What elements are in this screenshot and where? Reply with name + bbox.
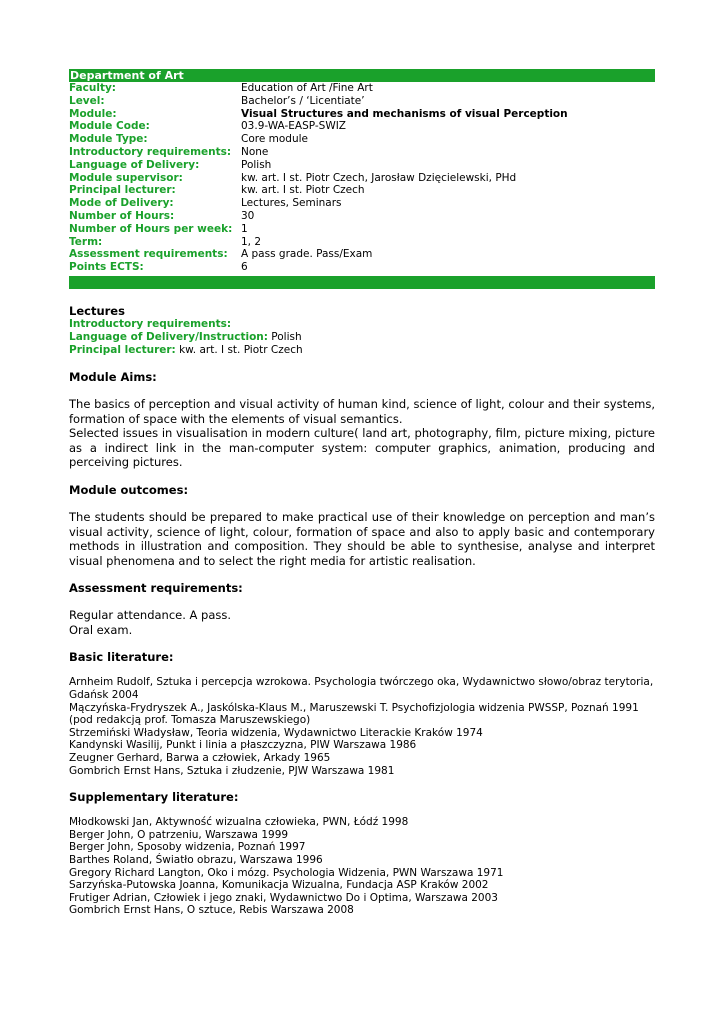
literature-item: Młodkowski Jan, Aktywność wizualna człowieka, PWN, Łódź 1998 [69, 816, 409, 829]
info-value: Visual Structures and mechanisms of visual Perception [241, 107, 568, 120]
literature-item: Sarzyńska-Putowska Joanna, Komunikacja Wizualna, Fundacja ASP Kraków 2002 [69, 879, 489, 892]
info-row [69, 248, 655, 261]
literature-item: Strzemiński Władysław, Teoria widzenia, Wydawnictwo Literackie Kraków 1974 [69, 726, 483, 739]
basic-literature-list [69, 676, 655, 777]
info-row [69, 197, 655, 210]
table-footer-bar [69, 276, 655, 289]
literature-item: Arnheim Rudolf, Sztuka i percepcja wzrokowa. Psychologia twórczego oka, Wydawnictwo słowo/obraz terytoria, Gdańsk 2004 [69, 676, 654, 702]
lectures-language-line [69, 331, 655, 344]
info-value: Education of Art /Fine Art [241, 82, 373, 94]
assessment-line: Oral exam. [69, 622, 133, 637]
literature-item: Gombrich Ernst Hans, Sztuka i złudzenie, PJW Warszawa 1981 [69, 764, 395, 777]
info-row [69, 223, 655, 236]
lectures-lecturer-value: kw. art. I st. Piotr Czech [175, 343, 303, 356]
lectures-language-value: Polish [267, 330, 302, 343]
info-value: Lectures, Seminars [241, 197, 342, 210]
basic-literature-heading: Basic literature: [69, 650, 174, 665]
lectures-lecturer-line [69, 344, 655, 357]
info-value: 6 [241, 261, 248, 274]
info-value: 30 [241, 209, 255, 222]
info-key: Module supervisor: [69, 171, 183, 184]
aims-paragraph: The basics of perception and visual activity of human kind, science of light, colour and their systems, formation of space with the elements of visual semantics. [69, 396, 655, 426]
info-row [69, 159, 655, 172]
info-row [69, 82, 655, 95]
module-outcomes-heading: Module outcomes: [69, 482, 189, 497]
document-page [69, 69, 655, 917]
literature-item: Barthes Roland, Światło obrazu, Warszawa 1996 [69, 854, 323, 867]
info-value: A pass grade. Pass/Exam [241, 248, 373, 261]
info-value: 03.9-WA-EASP-SWIZ [241, 120, 346, 133]
info-row [69, 146, 655, 159]
info-key: Faculty: [69, 82, 117, 94]
info-key: Assessment requirements: [69, 248, 228, 261]
literature-item: Zeugner Gerhard, Barwa a człowiek, Arkady 1965 [69, 752, 331, 765]
info-value: kw. art. I st. Piotr Czech [241, 184, 365, 197]
info-key: Number of Hours: [69, 209, 175, 222]
info-value: Core module [241, 133, 308, 146]
literature-item: Mączyńska-Frydryszek A., Jaskólska-Klaus M., Maruszewski T. Psychofizjologia widzenia PWSSP, Poznań 1991 (pod redakcją prof. Tomasza Maruszewskiego) [69, 701, 639, 727]
aims-paragraph: Selected issues in visualisation in modern culture( land art, photography, film, picture mixing, picture as a indirect link in the man-computer system: computer graphics, animation, producing and perceiving pictures. [69, 426, 655, 470]
info-value: 1 [241, 222, 248, 235]
info-key: Level: [69, 94, 105, 107]
info-value: None [241, 145, 269, 158]
info-key: Term: [69, 235, 103, 248]
info-row [69, 120, 655, 133]
info-key: Mode of Delivery: [69, 197, 174, 210]
info-key: Number of Hours per week: [69, 222, 233, 235]
literature-item: Kandynski Wasilij, Punkt i linia a płaszczyzna, PIW Warszawa 1986 [69, 739, 417, 752]
module-aims-heading: Module Aims: [69, 369, 157, 384]
department-title: Department of Art [70, 69, 184, 82]
info-value: Bachelor’s / ‘Licentiate’ [241, 94, 365, 107]
department-header-bar [69, 69, 655, 82]
lectures-language-label: Language of Delivery/Instruction: [69, 330, 268, 343]
info-row [69, 184, 655, 197]
info-value: kw. art. I st. Piotr Czech, Jarosław Dzięcielewski, PHd [241, 171, 517, 184]
info-row [69, 261, 655, 274]
supplementary-literature-list [69, 816, 655, 917]
info-row [69, 108, 655, 121]
literature-item: Gregory Richard Langton, Oko i mózg. Psychologia Widzenia, PWN Warszawa 1971 [69, 866, 504, 879]
info-key: Points ECTS: [69, 261, 144, 274]
module-outcomes-text: The students should be prepared to make practical use of their knowledge on perception and man’s visual activity, science of light, colour, formation of space and also to apply basic and contemporary methods in illustration and composition. They should be able to synthesise, analyse and interpret visual phenomena and to select the right media for artistic realisation. [69, 509, 655, 568]
info-key: Introductory requirements: [69, 145, 232, 158]
info-row [69, 236, 655, 249]
literature-item: Gombrich Ernst Hans, O sztuce, Rebis Warszawa 2008 [69, 904, 354, 917]
info-key: Module Code: [69, 120, 150, 133]
info-row [69, 95, 655, 108]
info-value: Polish [241, 158, 272, 171]
assessment-line: Regular attendance. A pass. [69, 608, 232, 623]
lectures-heading: Lectures [69, 303, 125, 318]
info-row [69, 133, 655, 146]
lectures-intro-line [69, 318, 655, 331]
lectures-intro-label: Introductory requirements: [69, 317, 232, 330]
assessment-body [69, 608, 655, 637]
module-aims-body [69, 397, 655, 470]
info-row [69, 172, 655, 185]
module-info-table [69, 82, 655, 274]
info-key: Language of Delivery: [69, 158, 200, 171]
literature-item: Berger John, Sposoby widzenia, Poznań 1997 [69, 841, 306, 854]
literature-item: Frutiger Adrian, Człowiek i jego znaki, Wydawnictwo Do i Optima, Warszawa 2003 [69, 891, 498, 904]
info-value: 1, 2 [241, 235, 262, 248]
info-key: Principal lecturer: [69, 184, 176, 197]
supplementary-literature-heading: Supplementary literature: [69, 790, 239, 805]
lectures-lecturer-label: Principal lecturer: [69, 343, 176, 356]
info-key: Module: [69, 107, 117, 120]
assessment-heading: Assessment requirements: [69, 581, 243, 596]
literature-item: Berger John, O patrzeniu, Warszawa 1999 [69, 828, 289, 841]
info-row [69, 210, 655, 223]
info-key: Module Type: [69, 133, 148, 146]
